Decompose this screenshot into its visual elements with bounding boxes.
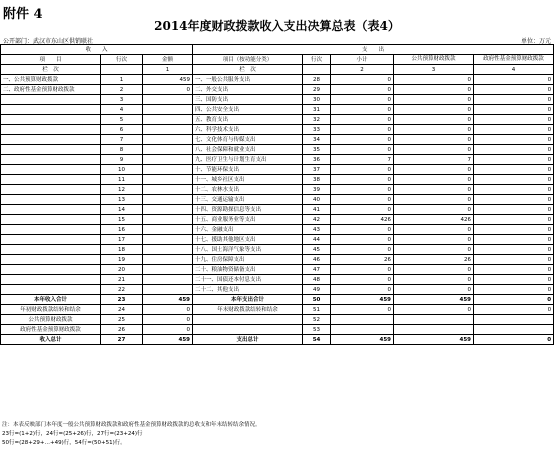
column-index-label-2: 栏 次: [193, 65, 303, 75]
table-row: [1, 235, 554, 245]
expense-fund: 0: [474, 135, 554, 145]
expense-subtotal: 7: [331, 155, 394, 165]
expense-line: 37: [303, 165, 331, 175]
income-total-item: 年初财政拨款结转和结余: [1, 305, 101, 315]
table-row: [1, 95, 554, 105]
expense-fund: 0: [474, 75, 554, 85]
income-total-line: 23: [101, 295, 143, 305]
income-item: [1, 275, 101, 285]
expense-total-line: 52: [303, 315, 331, 325]
expense-fund: 0: [474, 165, 554, 175]
income-item: [1, 135, 101, 145]
expense-general: 0: [394, 185, 474, 195]
income-item: [1, 165, 101, 175]
expense-line: 41: [303, 205, 331, 215]
income-total-line: 27: [101, 335, 143, 345]
income-item: [1, 155, 101, 165]
note-line: 23行=(1+2)行，24行=(25+26)行，27行=(23+24)行: [2, 431, 143, 437]
income-item: [1, 175, 101, 185]
income-total-amount: 0: [143, 325, 193, 335]
department-label: 公开部门：武汉市东山区供销联社: [3, 38, 94, 45]
income-total-amount: 459: [143, 335, 193, 345]
expense-total-item: [193, 325, 303, 335]
expense-total-line: 51: [303, 305, 331, 315]
income-amount: [143, 185, 193, 195]
expense-subtotal: 0: [331, 275, 394, 285]
expense-fund: 0: [474, 175, 554, 185]
expense-line: 44: [303, 235, 331, 245]
expense-general: 0: [394, 225, 474, 235]
expense-subtotal: 0: [331, 195, 394, 205]
income-amount: 459: [143, 75, 193, 85]
expense-total-fund: 0: [474, 295, 554, 305]
expense-fund: 0: [474, 255, 554, 265]
table-row: [1, 255, 554, 265]
income-item: [1, 265, 101, 275]
income-total-amount: 0: [143, 315, 193, 325]
expense-item: 十九、住房保障支出: [193, 255, 303, 265]
expense-line-header: 行次: [303, 55, 331, 65]
expense-item: 四、公共安全支出: [193, 105, 303, 115]
expense-total-fund: 0: [474, 305, 554, 315]
expense-subtotal: 0: [331, 165, 394, 175]
expense-fund: 0: [474, 285, 554, 295]
expense-general: 0: [394, 265, 474, 275]
income-item-header: 项 目: [1, 55, 101, 65]
income-line: 15: [101, 215, 143, 225]
income-total-line: 26: [101, 325, 143, 335]
table-row: [1, 105, 554, 115]
table-row: [1, 85, 554, 95]
expense-total-general: 0: [394, 305, 474, 315]
income-amount: [143, 205, 193, 215]
expense-item: 十、节能环保支出: [193, 165, 303, 175]
expense-fund: 0: [474, 115, 554, 125]
expense-total-item: 支出总计: [193, 335, 303, 345]
expense-general: 0: [394, 235, 474, 245]
income-amount: [143, 215, 193, 225]
expense-item: 十一、城乡社区支出: [193, 175, 303, 185]
income-line: 11: [101, 175, 143, 185]
expense-line: 45: [303, 245, 331, 255]
expense-line: 49: [303, 285, 331, 295]
table-row: [1, 115, 554, 125]
expense-subtotal: 0: [331, 285, 394, 295]
expense-fund: 0: [474, 275, 554, 285]
notes: [2, 421, 261, 448]
expense-total-item: 本年支出合计: [193, 295, 303, 305]
income-line: 19: [101, 255, 143, 265]
expense-general: 26: [394, 255, 474, 265]
table-row: [1, 215, 554, 225]
expense-line: 32: [303, 115, 331, 125]
expense-line: 33: [303, 125, 331, 135]
income-line: 22: [101, 285, 143, 295]
column-index-3: 3: [394, 65, 474, 75]
column-index-1: 1: [143, 65, 193, 75]
expense-general: 0: [394, 245, 474, 255]
expense-total-general: 459: [394, 335, 474, 345]
budget-table: [0, 44, 554, 345]
income-amount: [143, 225, 193, 235]
note-line: 注：本表反映部门本年度一般公共预算财政拨款和政府性基金预算财政拨款的总收支和年末结转结余情况。: [2, 422, 261, 428]
expense-subtotal: 0: [331, 75, 394, 85]
expense-item: 十四、资源勘探信息等支出: [193, 205, 303, 215]
income-amount: [143, 165, 193, 175]
expense-total-general: [394, 325, 474, 335]
expense-item: 十七、援助其他地区支出: [193, 235, 303, 245]
expense-subtotal: 0: [331, 245, 394, 255]
income-line: 13: [101, 195, 143, 205]
income-amount: [143, 155, 193, 165]
expense-item: 一、一般公共服务支出: [193, 75, 303, 85]
expense-item: 九、医疗卫生与计划生育支出: [193, 155, 303, 165]
expense-fund: 0: [474, 245, 554, 255]
income-line: 5: [101, 115, 143, 125]
expense-item: 十八、国土海洋气象等支出: [193, 245, 303, 255]
expense-subtotal: 0: [331, 115, 394, 125]
table-row: [1, 195, 554, 205]
income-total-item: 政府性基金预算财政拨款: [1, 325, 101, 335]
expense-item: 三、国防支出: [193, 95, 303, 105]
expense-fund: 0: [474, 85, 554, 95]
income-amount: [143, 145, 193, 155]
income-line: 2: [101, 85, 143, 95]
income-item: [1, 255, 101, 265]
expense-subtotal: 0: [331, 265, 394, 275]
expense-item-header: 项目（按功能分类）: [193, 55, 303, 65]
expense-subtotal: 0: [331, 105, 394, 115]
expense-subtotal: 0: [331, 95, 394, 105]
income-item: [1, 195, 101, 205]
total-row: [1, 325, 554, 335]
expense-line: 28: [303, 75, 331, 85]
expense-total-item: 年末财政拨款结转和结余: [193, 305, 303, 315]
income-line: 21: [101, 275, 143, 285]
total-row: [1, 295, 554, 305]
expense-subtotal: 0: [331, 225, 394, 235]
expense-line: 42: [303, 215, 331, 225]
income-header: 收 入: [1, 45, 193, 55]
fund-budget-header: 政府性基金预算财政拨款: [474, 55, 554, 65]
expense-total-fund: [474, 315, 554, 325]
income-line: 3: [101, 95, 143, 105]
attachment-label: 附件 4: [3, 7, 43, 22]
income-line: 4: [101, 105, 143, 115]
income-line: 20: [101, 265, 143, 275]
income-amount: [143, 105, 193, 115]
expense-general: 0: [394, 205, 474, 215]
expense-fund: 0: [474, 125, 554, 135]
table-row: [1, 205, 554, 215]
expense-total-fund: 0: [474, 335, 554, 345]
income-item: [1, 145, 101, 155]
expense-subtotal: 0: [331, 175, 394, 185]
expense-total-subtotal: 459: [331, 295, 394, 305]
expense-item: 十五、商业服务业等支出: [193, 215, 303, 225]
expense-subtotal: 0: [331, 205, 394, 215]
expense-total-line: 54: [303, 335, 331, 345]
expense-item: 十三、交通运输支出: [193, 195, 303, 205]
expense-item: 二十、粮油物资储备支出: [193, 265, 303, 275]
expense-general: 0: [394, 195, 474, 205]
expense-line: 48: [303, 275, 331, 285]
expense-general: 0: [394, 105, 474, 115]
expense-fund: 0: [474, 235, 554, 245]
income-amount: [143, 245, 193, 255]
income-amount: [143, 125, 193, 135]
expense-subtotal: 26: [331, 255, 394, 265]
column-index-4: 4: [474, 65, 554, 75]
expense-fund: 0: [474, 215, 554, 225]
expense-total-subtotal: 459: [331, 335, 394, 345]
expense-fund: 0: [474, 155, 554, 165]
table-row: [1, 75, 554, 85]
income-amount-header: 金额: [143, 55, 193, 65]
income-total-item: 本年收入合计: [1, 295, 101, 305]
expense-subtotal: 0: [331, 125, 394, 135]
expense-general: 0: [394, 125, 474, 135]
table-row: [1, 265, 554, 275]
expense-line: 29: [303, 85, 331, 95]
expense-line: 43: [303, 225, 331, 235]
income-line: 9: [101, 155, 143, 165]
unit-label: 单位：万元: [520, 38, 551, 45]
expense-total-fund: [474, 325, 554, 335]
expense-general: 0: [394, 175, 474, 185]
income-line: 17: [101, 235, 143, 245]
column-index-2: 2: [331, 65, 394, 75]
expense-total-subtotal: [331, 315, 394, 325]
total-row: [1, 305, 554, 315]
subtotal-header: 小计: [331, 55, 394, 65]
expense-line: 40: [303, 195, 331, 205]
income-amount: [143, 285, 193, 295]
table-row: [1, 175, 554, 185]
expense-fund: 0: [474, 205, 554, 215]
expense-general: 426: [394, 215, 474, 225]
table-row: [1, 275, 554, 285]
expense-fund: 0: [474, 265, 554, 275]
expense-general: 0: [394, 285, 474, 295]
expense-line: 34: [303, 135, 331, 145]
expense-item: 八、社会保障和就业支出: [193, 145, 303, 155]
column-index-label: 栏 次: [1, 65, 101, 75]
income-item: [1, 245, 101, 255]
income-item: [1, 185, 101, 195]
income-amount: [143, 175, 193, 185]
income-item: 二、政府性基金预算财政拨款: [1, 85, 101, 95]
expense-line: 47: [303, 265, 331, 275]
expense-item: 二十一、国债还本付息支出: [193, 275, 303, 285]
expense-subtotal: 426: [331, 215, 394, 225]
income-amount: [143, 115, 193, 125]
income-amount: [143, 255, 193, 265]
expense-general: 0: [394, 115, 474, 125]
income-item: [1, 225, 101, 235]
income-item: [1, 285, 101, 295]
expense-line: 31: [303, 105, 331, 115]
expense-line: 36: [303, 155, 331, 165]
income-amount: [143, 135, 193, 145]
income-line-header: 行次: [101, 55, 143, 65]
income-item: [1, 115, 101, 125]
expense-item: 十六、金融支出: [193, 225, 303, 235]
expense-fund: 0: [474, 145, 554, 155]
expense-total-subtotal: 0: [331, 305, 394, 315]
expense-general: 0: [394, 75, 474, 85]
expense-subtotal: 0: [331, 135, 394, 145]
expense-subtotal: 0: [331, 145, 394, 155]
expense-item: 二十二、其他支出: [193, 285, 303, 295]
income-total-item: 公共预算财政拨款: [1, 315, 101, 325]
table-row: [1, 185, 554, 195]
note-line: 50行=(28+29+…+49)行，54行=(50+51)行。: [2, 440, 126, 446]
expense-line: 30: [303, 95, 331, 105]
expense-fund: 0: [474, 105, 554, 115]
expense-fund: 0: [474, 185, 554, 195]
income-total-line: 25: [101, 315, 143, 325]
income-line: 16: [101, 225, 143, 235]
income-item: [1, 215, 101, 225]
total-row: [1, 315, 554, 325]
expense-general: 7: [394, 155, 474, 165]
expense-subtotal: 0: [331, 85, 394, 95]
income-item: [1, 95, 101, 105]
income-amount: [143, 195, 193, 205]
table-row: [1, 155, 554, 165]
expense-line: 46: [303, 255, 331, 265]
expense-fund: 0: [474, 95, 554, 105]
expense-item: 七、文化体育与传媒支出: [193, 135, 303, 145]
income-item: [1, 125, 101, 135]
expense-total-line: 50: [303, 295, 331, 305]
expense-general: 0: [394, 275, 474, 285]
expense-total-line: 53: [303, 325, 331, 335]
table-row: [1, 165, 554, 175]
expense-total-item: [193, 315, 303, 325]
expense-item: 二、外交支出: [193, 85, 303, 95]
expense-total-general: 459: [394, 295, 474, 305]
expense-item: 五、教育支出: [193, 115, 303, 125]
expense-subtotal: 0: [331, 235, 394, 245]
income-item: [1, 205, 101, 215]
expense-general: 0: [394, 145, 474, 155]
expense-general: 0: [394, 85, 474, 95]
income-amount: [143, 95, 193, 105]
income-item: 一、公共预算财政拨款: [1, 75, 101, 85]
income-line: 14: [101, 205, 143, 215]
expense-item: 六、科学技术支出: [193, 125, 303, 135]
expense-fund: 0: [474, 195, 554, 205]
table-row: [1, 245, 554, 255]
income-line: 7: [101, 135, 143, 145]
table-row: [1, 285, 554, 295]
income-line: 6: [101, 125, 143, 135]
expense-general: 0: [394, 95, 474, 105]
expense-line: 35: [303, 145, 331, 155]
income-amount: [143, 265, 193, 275]
income-line: 18: [101, 245, 143, 255]
expense-total-subtotal: [331, 325, 394, 335]
income-line: 10: [101, 165, 143, 175]
income-line: 12: [101, 185, 143, 195]
expense-line: 38: [303, 175, 331, 185]
expense-general: 0: [394, 135, 474, 145]
income-total-item: 收入总计: [1, 335, 101, 345]
income-total-line: 24: [101, 305, 143, 315]
table-row: [1, 145, 554, 155]
income-line: 8: [101, 145, 143, 155]
expense-header: 支 出: [193, 45, 554, 55]
expense-line: 39: [303, 185, 331, 195]
table-row: [1, 225, 554, 235]
income-item: [1, 105, 101, 115]
table-row: [1, 135, 554, 145]
income-amount: 0: [143, 85, 193, 95]
income-item: [1, 235, 101, 245]
income-amount: [143, 235, 193, 245]
income-total-amount: 459: [143, 295, 193, 305]
income-total-amount: 0: [143, 305, 193, 315]
expense-item: 十二、农林水支出: [193, 185, 303, 195]
expense-total-general: [394, 315, 474, 325]
expense-fund: 0: [474, 225, 554, 235]
table-row: [1, 125, 554, 135]
general-budget-header: 公共预算财政拨款: [394, 55, 474, 65]
income-line: 1: [101, 75, 143, 85]
total-row: [1, 335, 554, 345]
expense-general: 0: [394, 165, 474, 175]
page-title: 2014年度财政拨款收入支出决算总表（表4）: [154, 19, 400, 33]
income-amount: [143, 275, 193, 285]
expense-subtotal: 0: [331, 185, 394, 195]
